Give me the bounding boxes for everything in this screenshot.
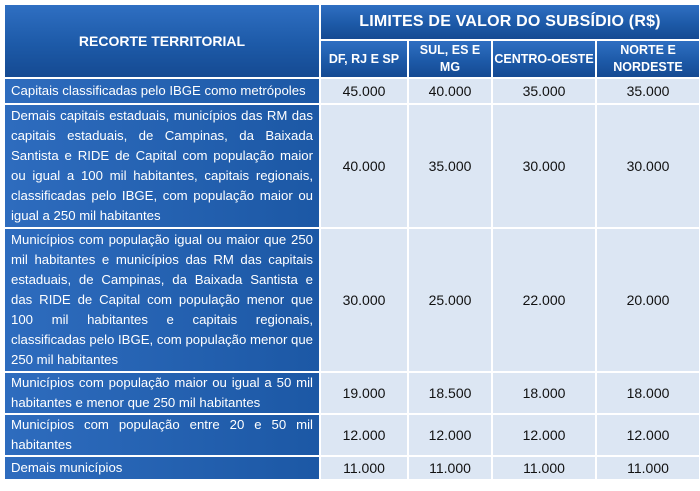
header-limites-valor: LIMITES DE VALOR DO SUBSÍDIO (R$) — [321, 5, 699, 39]
value-cell: 30.000 — [321, 229, 407, 371]
value-cell: 11.000 — [321, 457, 407, 479]
value-cell: 18.500 — [409, 373, 491, 413]
header-col-df-rj-sp: DF, RJ E SP — [321, 41, 407, 77]
value-cell: 30.000 — [597, 105, 699, 227]
table-row — [5, 79, 699, 103]
value-cell: 12.000 — [321, 415, 407, 455]
value-cell: 35.000 — [493, 79, 595, 103]
header-row-top — [5, 5, 699, 39]
table-row — [5, 373, 699, 413]
value-cell: 12.000 — [597, 415, 699, 455]
table-row — [5, 415, 699, 455]
subsidy-limits-table-frame — [3, 3, 697, 488]
value-cell: 11.000 — [597, 457, 699, 479]
row-label: Demais municípios — [5, 457, 319, 479]
subsidy-limits-table — [3, 3, 700, 481]
row-label: Demais capitais estaduais, municípios das RM das capitais estaduais, de Campinas, da Baixada Santista e RIDE de Capital com população maior ou igual a 100 mil habitantes, capitais regionais, classificadas pelo IBGE, com população maior ou igual a 250 mil habitantes — [5, 105, 319, 227]
value-cell: 11.000 — [493, 457, 595, 479]
value-cell: 40.000 — [409, 79, 491, 103]
header-recorte-territorial: RECORTE TERRITORIAL — [5, 5, 319, 77]
value-cell: 40.000 — [321, 105, 407, 227]
row-label: Municípios com população entre 20 e 50 mil habitantes — [5, 415, 319, 455]
value-cell: 12.000 — [493, 415, 595, 455]
value-cell: 18.000 — [597, 373, 699, 413]
header-col-centro-oeste: CENTRO-OESTE — [493, 41, 595, 77]
header-col-norte-nordeste: NORTE E NORDESTE — [597, 41, 699, 77]
table-row — [5, 229, 699, 371]
row-label: Municípios com população igual ou maior que 250 mil habitantes e municípios das RM das capitais estaduais, de Campinas, da Baixada Santista e das RIDE de Capital com população menor que 100 mil habitantes e capitais regionais, classificadas pelo IBGE, com população menor que 250 mil habitantes — [5, 229, 319, 371]
value-cell: 35.000 — [409, 105, 491, 227]
value-cell: 19.000 — [321, 373, 407, 413]
value-cell: 20.000 — [597, 229, 699, 371]
value-cell: 18.000 — [493, 373, 595, 413]
row-label: Capitais classificadas pelo IBGE como metrópoles — [5, 79, 319, 103]
table-row — [5, 457, 699, 479]
header-col-sul-es-mg: SUL, ES E MG — [409, 41, 491, 77]
value-cell: 12.000 — [409, 415, 491, 455]
value-cell: 35.000 — [597, 79, 699, 103]
table-row — [5, 105, 699, 227]
row-label: Municípios com população maior ou igual a 50 mil habitantes e menor que 250 mil habitantes — [5, 373, 319, 413]
value-cell: 30.000 — [493, 105, 595, 227]
value-cell: 11.000 — [409, 457, 491, 479]
value-cell: 25.000 — [409, 229, 491, 371]
value-cell: 45.000 — [321, 79, 407, 103]
value-cell: 22.000 — [493, 229, 595, 371]
